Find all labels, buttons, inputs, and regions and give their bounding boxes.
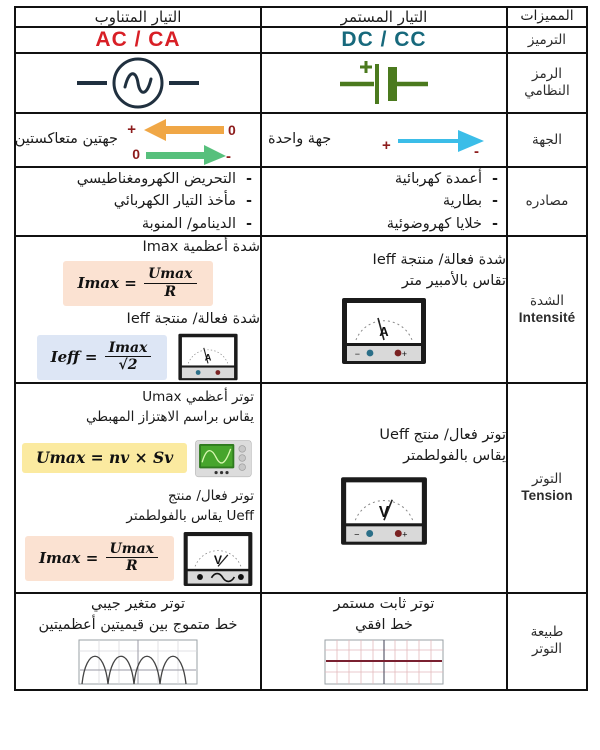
row-label-line2: النظامي bbox=[524, 83, 570, 99]
dc-symbol-text: DC / CC bbox=[261, 27, 507, 53]
dc-nature-line1: توتر ثابت مستمر bbox=[333, 595, 435, 612]
ac-zero-top: 0 bbox=[228, 122, 236, 138]
row-label-direction: الجهة bbox=[507, 113, 587, 167]
ac-tension-cell bbox=[15, 383, 261, 592]
ac-sources-list bbox=[16, 168, 260, 235]
svg-text:−: − bbox=[354, 348, 360, 359]
sine-wave-graph bbox=[78, 639, 198, 685]
ac-tension-line4: Ueff يقاس بالفولطمتر bbox=[126, 508, 254, 525]
ac-direction-arrow-group bbox=[124, 115, 254, 165]
ac-zero-bottom: 0 bbox=[132, 146, 140, 162]
ammeter-icon bbox=[177, 332, 239, 382]
formula-lhs: Imax bbox=[77, 274, 120, 293]
dc-direction-cell bbox=[261, 113, 507, 167]
dc-direction-arrow-group bbox=[380, 119, 500, 161]
row-label-line2: التوتر bbox=[531, 641, 563, 658]
dc-tension-line1: توتر فعال/ منتج Ueff bbox=[379, 426, 506, 443]
ac-tension-line2: يقاس براسم الاهتزاز المهبطي bbox=[86, 408, 254, 425]
right-arrow-icon bbox=[380, 119, 500, 161]
dc-sources-list bbox=[262, 168, 506, 235]
formula-denominator: √2 bbox=[105, 356, 152, 374]
row-label-tension-fr: Tension bbox=[521, 487, 573, 503]
table-row-nature bbox=[15, 593, 587, 690]
row-label-line1: الرمز bbox=[532, 66, 562, 83]
battery-symbol-icon bbox=[324, 54, 444, 112]
svg-text:+: + bbox=[402, 529, 408, 540]
dc-sources-cell bbox=[261, 167, 507, 236]
header-cell-ac: التيار المتناوب bbox=[15, 7, 261, 27]
table-header-row bbox=[15, 7, 587, 27]
formula-imax-umax-r: Imax = $\frac{Umax}{R}$ bbox=[63, 261, 212, 306]
table-row-tension bbox=[15, 383, 587, 592]
dc-intensity-line2: تقاس بالأمبير متر bbox=[401, 272, 506, 289]
row-label-tension bbox=[507, 383, 587, 592]
ac-nature-cell bbox=[15, 593, 261, 690]
ac-nature-line2: خط متموج بين قيميتين أعظميتين bbox=[38, 616, 238, 633]
svg-text:−: − bbox=[354, 529, 360, 540]
row-label-symbol-text: الترميز bbox=[507, 27, 587, 53]
svg-text:V: V bbox=[378, 504, 390, 522]
table-row-symbol-text bbox=[15, 27, 587, 53]
ac-symbol-text: AC / CA bbox=[15, 27, 261, 53]
table-row-intensity bbox=[15, 236, 587, 383]
header-cell-features: المميزات bbox=[507, 7, 587, 27]
dc-tension-cell bbox=[261, 383, 507, 592]
ac-schematic-cell bbox=[15, 53, 261, 113]
voltmeter-icon bbox=[339, 475, 429, 547]
row-label-line1: طبيعة bbox=[530, 624, 564, 641]
row-label-nature bbox=[507, 593, 587, 690]
formula-imax-umax-r: Imax = $\frac{Umax}{R}$ bbox=[25, 536, 174, 581]
formula-fraction bbox=[144, 266, 196, 300]
dc-nature-cell bbox=[261, 593, 507, 690]
svg-text:A: A bbox=[379, 323, 389, 339]
dc-minus-sign: - bbox=[474, 143, 479, 160]
row-label-tension-ar: التوتر bbox=[531, 471, 563, 488]
formula-lhs: Imax bbox=[38, 549, 81, 568]
list-item: - التحريض الكهرومغناطيسي bbox=[16, 168, 256, 190]
formula-fraction bbox=[105, 340, 152, 374]
dc-intensity-cell bbox=[261, 236, 507, 383]
table-row-direction bbox=[15, 113, 587, 167]
formula-lhs: Ieff bbox=[50, 347, 80, 366]
row-label-schematic-symbol bbox=[507, 53, 587, 113]
ac-tension-line3: توتر فعال/ منتج bbox=[167, 488, 254, 505]
table-row-schematic-symbol bbox=[15, 53, 587, 113]
ac-intensity-line1: شدة أعظمية Imax bbox=[142, 239, 260, 256]
table-row-sources bbox=[15, 167, 587, 236]
formula-umax-nv-sv: Umax = nv × Sv bbox=[22, 443, 187, 473]
ac-source-symbol-icon bbox=[63, 54, 213, 112]
ac-minus-sign: - bbox=[226, 148, 231, 165]
formula-denominator: R bbox=[144, 283, 196, 301]
ammeter-icon bbox=[340, 296, 428, 366]
svg-text:V: V bbox=[213, 552, 223, 567]
dc-plus-sign: + bbox=[382, 137, 391, 154]
row-label-intensity-fr: Intensité bbox=[518, 309, 576, 325]
ac-direction-text: جهتين متعاكستين bbox=[14, 131, 118, 148]
list-item: - بطارية bbox=[262, 190, 502, 212]
formula-denominator: R bbox=[106, 557, 158, 575]
ac-intensity-cell bbox=[15, 236, 261, 383]
ac-direction-cell bbox=[15, 113, 261, 167]
header-cell-dc: التيار المستمر bbox=[261, 7, 507, 27]
dc-schematic-cell bbox=[261, 53, 507, 113]
voltmeter-ac-icon bbox=[182, 530, 254, 588]
svg-text:+: + bbox=[401, 348, 407, 359]
flat-line-graph bbox=[324, 639, 444, 685]
ac-tension-line1: توتر أعظمي Umax bbox=[142, 389, 254, 406]
formula-numerator: Umax bbox=[109, 541, 154, 558]
ac-plus-sign: + bbox=[127, 121, 136, 138]
row-label-sources: مصادره bbox=[507, 167, 587, 236]
dc-direction-text: جهة واحدة bbox=[268, 131, 332, 148]
dc-intensity-line1: شدة فعالة/ منتجة Ieff bbox=[372, 251, 506, 268]
row-label-intensity bbox=[507, 236, 587, 383]
dc-tension-line2: يقاس بالفولطمتر bbox=[403, 447, 506, 464]
formula-numerator: Imax bbox=[108, 339, 148, 356]
ac-nature-line1: توتر متغير جيبي bbox=[90, 595, 186, 612]
ac-intensity-line2: شدة فعالة/ منتجة Ieff bbox=[126, 311, 260, 328]
list-item: - مأخذ التيار الكهربائي bbox=[16, 190, 256, 212]
formula-numerator: Umax bbox=[148, 266, 193, 283]
oscilloscope-icon bbox=[193, 429, 254, 487]
list-item: - أعمدة كهربائية bbox=[262, 168, 502, 190]
formula-ieff-imax-sqrt2: Ieff = $\frac{Imax}{√2}$ bbox=[37, 335, 168, 380]
svg-text:A: A bbox=[205, 352, 212, 363]
row-label-intensity-ar: الشدة bbox=[529, 292, 565, 309]
list-item: - خلايا كهروضوئية bbox=[262, 213, 502, 235]
dc-ac-comparison-table bbox=[14, 6, 588, 691]
dc-nature-line2: خط افقي bbox=[355, 616, 413, 633]
formula-fraction bbox=[106, 541, 158, 575]
ac-sources-cell bbox=[15, 167, 261, 236]
list-item: - الدينامو/ المنوبة bbox=[16, 213, 256, 235]
